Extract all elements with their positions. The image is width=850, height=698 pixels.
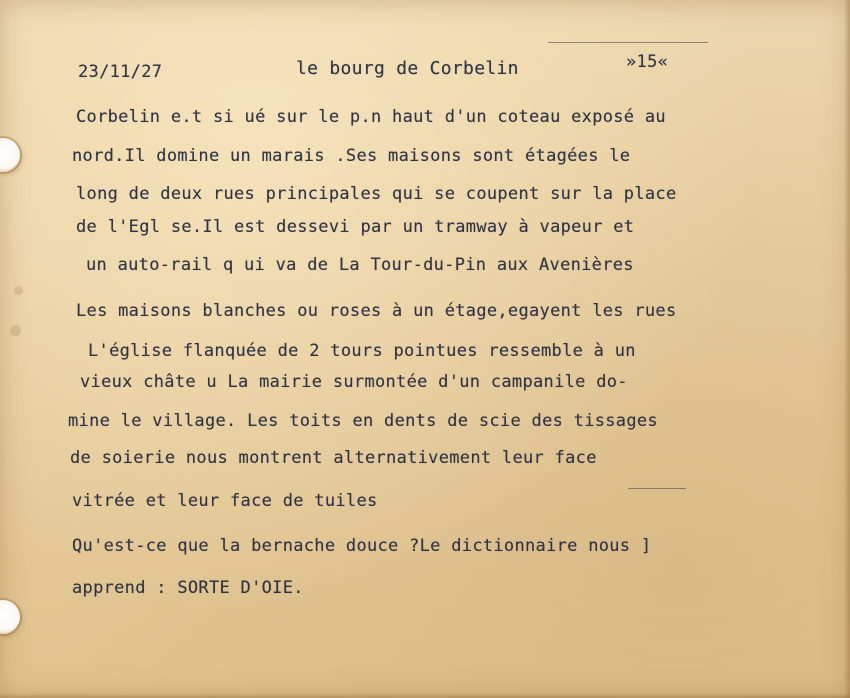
punch-hole-top <box>0 138 20 172</box>
document-date: 23/11/27 <box>78 62 163 82</box>
paragraph-1-line: Corbelin e.t si ué sur le p.n haut d'un coteau exposé au <box>76 107 666 127</box>
paragraph-3-line: Qu'est-ce que la bernache douce ?Le dictionnaire nous ] <box>72 536 652 556</box>
page-number: »15« <box>626 52 669 72</box>
paragraph-2-line: mine le village. Les toits en dents de scie des tissages <box>68 411 658 431</box>
paragraph-3-line: apprend : SORTE D'OIE. <box>72 578 304 598</box>
paper-edge-right <box>844 0 850 698</box>
paragraph-2-line: vitrée et leur face de tuiles <box>72 491 378 511</box>
paragraph-2-line: Les maisons blanches ou roses à un étage,egayent les rues <box>76 301 677 321</box>
paragraph-2-line: L'église flanquée de 2 tours pointues ressemble à un <box>88 341 636 361</box>
typed-dash-rule <box>628 488 686 489</box>
paragraph-1-line: un auto-rail q ui va de La Tour-du-Pin aux Avenières <box>86 255 634 275</box>
punch-hole-bottom <box>0 600 20 634</box>
paper-stain <box>10 325 21 336</box>
paragraph-1-line: long de deux rues principales qui se coupent sur la place <box>76 184 677 204</box>
paper-edge-bottom <box>0 693 850 698</box>
paragraph-1-line: nord.Il domine un marais .Ses maisons sont étagées le <box>72 146 631 166</box>
paragraph-2-line: vieux châte u La mairie surmontée d'un campanile do- <box>80 372 628 392</box>
paragraph-2-line: de soierie nous montrent alternativement leur face <box>70 448 597 468</box>
paper-stain <box>14 286 23 295</box>
typed-dash-rule <box>548 42 708 43</box>
document-title: le bourg de Corbelin <box>296 58 519 79</box>
paragraph-1-line: de l'Egl se.Il est dessevi par un tramway à vapeur et <box>76 217 635 237</box>
